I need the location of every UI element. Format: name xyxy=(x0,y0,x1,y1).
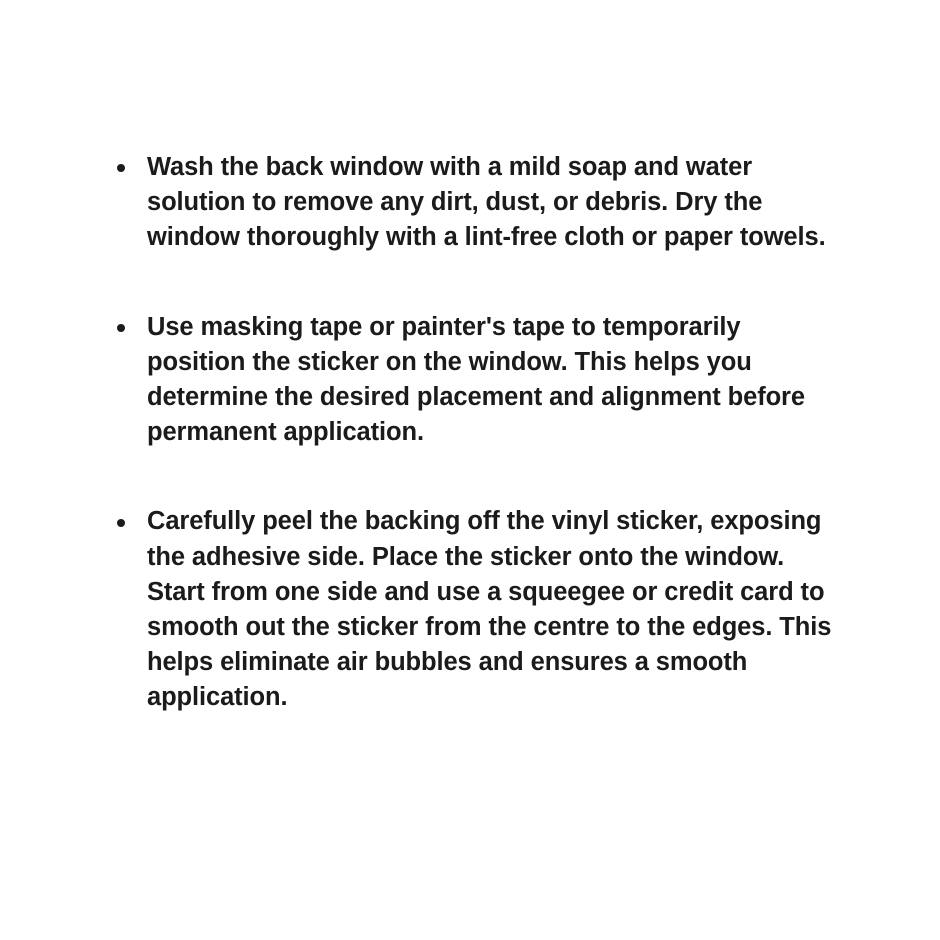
bullet-dot-icon xyxy=(117,519,125,527)
list-item xyxy=(110,504,840,715)
list-item-text: Wash the back window with a mild soap and water solution to remove any dirt, dust, or debris. Dry the window thoroughly with a lint-free cloth or paper towels. xyxy=(147,153,826,252)
list-item xyxy=(110,310,840,451)
bullet-dot-icon xyxy=(117,324,125,332)
instruction-bullet-list xyxy=(110,150,840,715)
list-item-text: Carefully peel the backing off the vinyl sticker, exposing the adhesive side. Place the sticker onto the window. Start from one side and use a squeegee or credit card to smooth out the sticker from the centre to the edges. This helps eliminate air bubbles and ensures a smooth application. xyxy=(147,507,832,712)
list-item-text: Use masking tape or painter's tape to temporarily position the sticker on the window. This helps you determine the desired placement and alignment before permanent application. xyxy=(147,312,805,447)
list-item xyxy=(110,150,840,256)
bullet-dot-icon xyxy=(117,164,125,172)
